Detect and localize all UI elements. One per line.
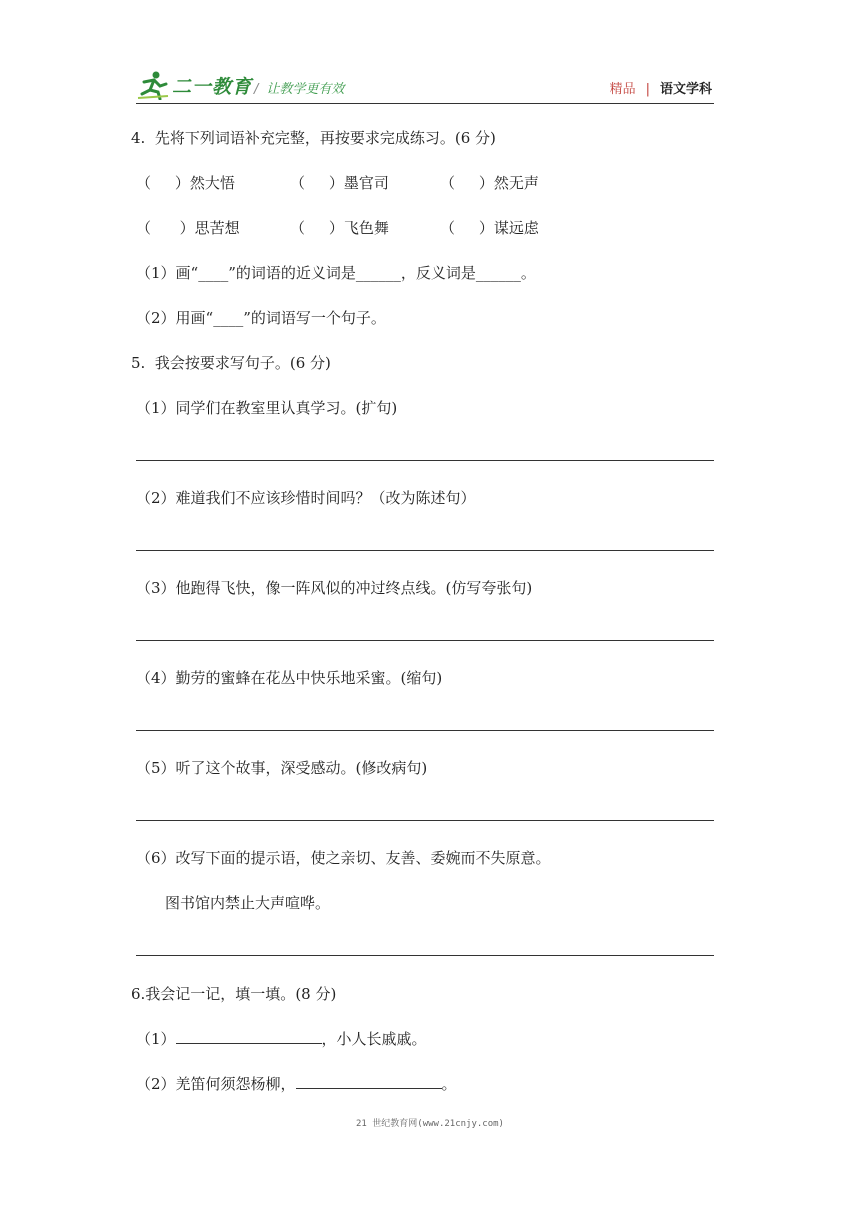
q6-line-1 [136, 1029, 427, 1049]
q4-word-6: （ ）谋远虑 [440, 219, 539, 237]
answer-line-1[interactable] [136, 460, 714, 461]
q4-word-2: （ ）墨官司 [290, 174, 389, 192]
q5-item-1: （1）同学们在教室里认真学习。(扩句) [136, 399, 398, 417]
page-footer: 21 世纪教育网(www.21cnjy.com) [356, 1119, 504, 1129]
brand-quality: 精品 [609, 82, 636, 97]
q4-sub-2: （2）用画“____”的词语写一个句子。 [136, 309, 386, 327]
q5-item-3: （3）他跑得飞快，像一阵风似的冲过终点线。(仿写夸张句) [136, 579, 533, 597]
q4-word-5: （ ）飞色舞 [290, 219, 389, 237]
q6-line-2-suffix: 。 [441, 1075, 457, 1093]
q5-item-2: （2）难道我们不应该珍惜时间吗？（改为陈述句） [136, 489, 476, 507]
q6-blank-2[interactable] [296, 1074, 442, 1089]
q6-line-1-suffix: ，小人长戚戚。 [321, 1030, 427, 1048]
page-header [136, 70, 712, 104]
q5-item-6: （6）改写下面的提示语，使之亲切、友善、委婉而不失原意。 [136, 849, 551, 867]
q4-word-1: （ ）然大悟 [136, 174, 235, 192]
q5-item-4: （4）勤劳的蜜蜂在花丛中快乐地采蜜。(缩句) [136, 669, 443, 687]
runner-logo-icon [136, 70, 170, 100]
logo [136, 70, 252, 100]
answer-line-4[interactable] [136, 730, 714, 731]
answer-line-6[interactable] [136, 955, 714, 956]
q4-word-4: （ ）思苦想 [136, 219, 240, 237]
brand-subject: 语文学科 [659, 82, 712, 97]
answer-line-3[interactable] [136, 640, 714, 641]
answer-line-2[interactable] [136, 550, 714, 551]
header-rule [136, 103, 714, 104]
slogan-text: 让教学更有效 [266, 82, 345, 97]
q6-blank-1[interactable] [176, 1029, 322, 1044]
q6-line-2-prefix: （2）羌笛何须怨杨柳， [136, 1075, 296, 1093]
q4-title: 4. 先将下列词语补充完整，再按要求完成练习。(6 分) [131, 129, 496, 147]
q6-line-2 [136, 1074, 457, 1094]
logo-text: 二一教育 [172, 75, 253, 98]
brand: 精品 | 语文学科 [609, 82, 712, 97]
q5-title: 5. 我会按要求写句子。(6 分) [131, 354, 331, 372]
q5-sign-text: 图书馆内禁止大声喧哗。 [165, 894, 331, 912]
q5-item-5: （5）听了这个故事，深受感动。(修改病句) [136, 759, 428, 777]
q4-sub-1: （1）画“____”的词语的近义词是______，反义词是______。 [136, 264, 536, 282]
q6-title: 6.我会记一记，填一填。(8 分) [131, 985, 337, 1003]
q4-word-3: （ ）然无声 [440, 174, 539, 192]
answer-line-5[interactable] [136, 820, 714, 821]
q6-line-1-prefix: （1） [136, 1030, 176, 1048]
slogan: / 让教学更有效 [254, 82, 345, 97]
